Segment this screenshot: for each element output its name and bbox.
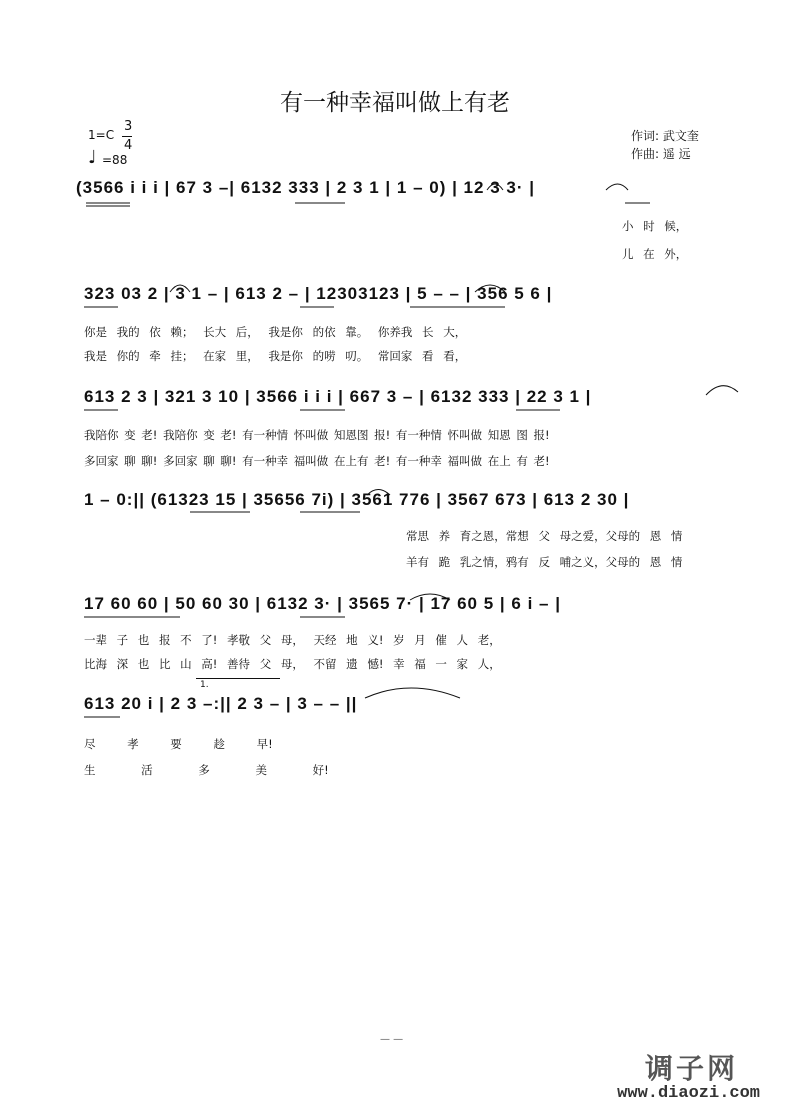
lyric-verse-1: 小 时 候， (622, 219, 688, 233)
composer-credit: 作曲: 遥 远 (631, 147, 691, 161)
volta-label: 1. (200, 680, 209, 690)
lyric-verse-2: 比海 深 也 比 山 高! 善待 父 母， 不留 遗 憾! 幸 福 一 家 人， (84, 657, 501, 671)
notation-line: 613 20 i | 2 3 –:|| 2 3 – | 3 – – || (84, 694, 358, 713)
lyric-verse-1: 你是 我的 依 赖； 长大 后， 我是你 的依 靠。 你养我 长 大， (84, 325, 467, 339)
notation-line: 1 – 0:|| (61323 15 | 35656 7i) | 3561 776 | 3567 673 | 613 2 30 | (84, 490, 630, 509)
lyric-verse-1: 我陪你 变 老! 我陪你 变 老! 有一种情 怀叫做 知恩图 报! 有一种情 怀叫做 知恩 图 报! (84, 428, 550, 442)
watermark-logo: 调子网 (644, 1052, 738, 1085)
watermark-url: www.diaozi.com (617, 1084, 760, 1103)
notation-line: (3566 i i i | 67 3 –| 6132 333 | 2 3 1 | 1 – 0) | 12 3 3· | (76, 178, 535, 197)
notation-line: 323 03 2 | 3 1 – | 613 2 – | 12303123 | 5 – – | 356 5 6 | (84, 284, 553, 303)
tempo-marking: =88 (102, 153, 128, 167)
lyric-verse-1: 尽 孝 要 趁 早! (84, 737, 273, 751)
lyric-verse-1: 一辈 子 也 报 不 了! 孝敬 父 母， 天经 地 义! 岁 月 催 人 老， (84, 633, 501, 647)
quarter-note-icon: ♩ (88, 147, 97, 168)
time-signature-top: 3 (124, 119, 133, 134)
lyric-verse-2: 儿 在 外， (622, 247, 688, 261)
notation-line: 613 2 3 | 321 3 10 | 3566 i i i | 667 3 – | 6132 333 | 22 3 1 | (84, 387, 592, 406)
lyricist-credit: 作词: 武文奎 (631, 129, 699, 143)
lyric-verse-2: 羊有 跪 乳之情，鸦有 反 哺之义，父母的 恩 情 (406, 555, 683, 569)
lyric-verse-2: 我是 你的 牵 挂； 在家 里， 我是你 的唠 叨。 常回家 看 看， (84, 349, 467, 363)
key-signature: 1=C (88, 128, 115, 142)
notation-line: 17 60 60 | 50 60 30 | 6132 3· | 3565 7· | 17 60 5 | 6 i – | (84, 594, 561, 613)
lyric-verse-2: 多回家 聊 聊! 多回家 聊 聊! 有一种幸 福叫做 在上有 老! 有一种幸 福叫做 在上 有 老! (84, 454, 550, 468)
song-title: 有一种幸福叫做上有老 (280, 90, 510, 116)
time-signature-bottom: 4 (124, 138, 133, 153)
lyric-verse-2: 生 活 多 美 好! (84, 763, 329, 777)
page-number: — — (380, 1034, 404, 1045)
lyric-verse-1: 常思 养 育之恩，常想 父 母之爱，父母的 恩 情 (406, 529, 683, 543)
